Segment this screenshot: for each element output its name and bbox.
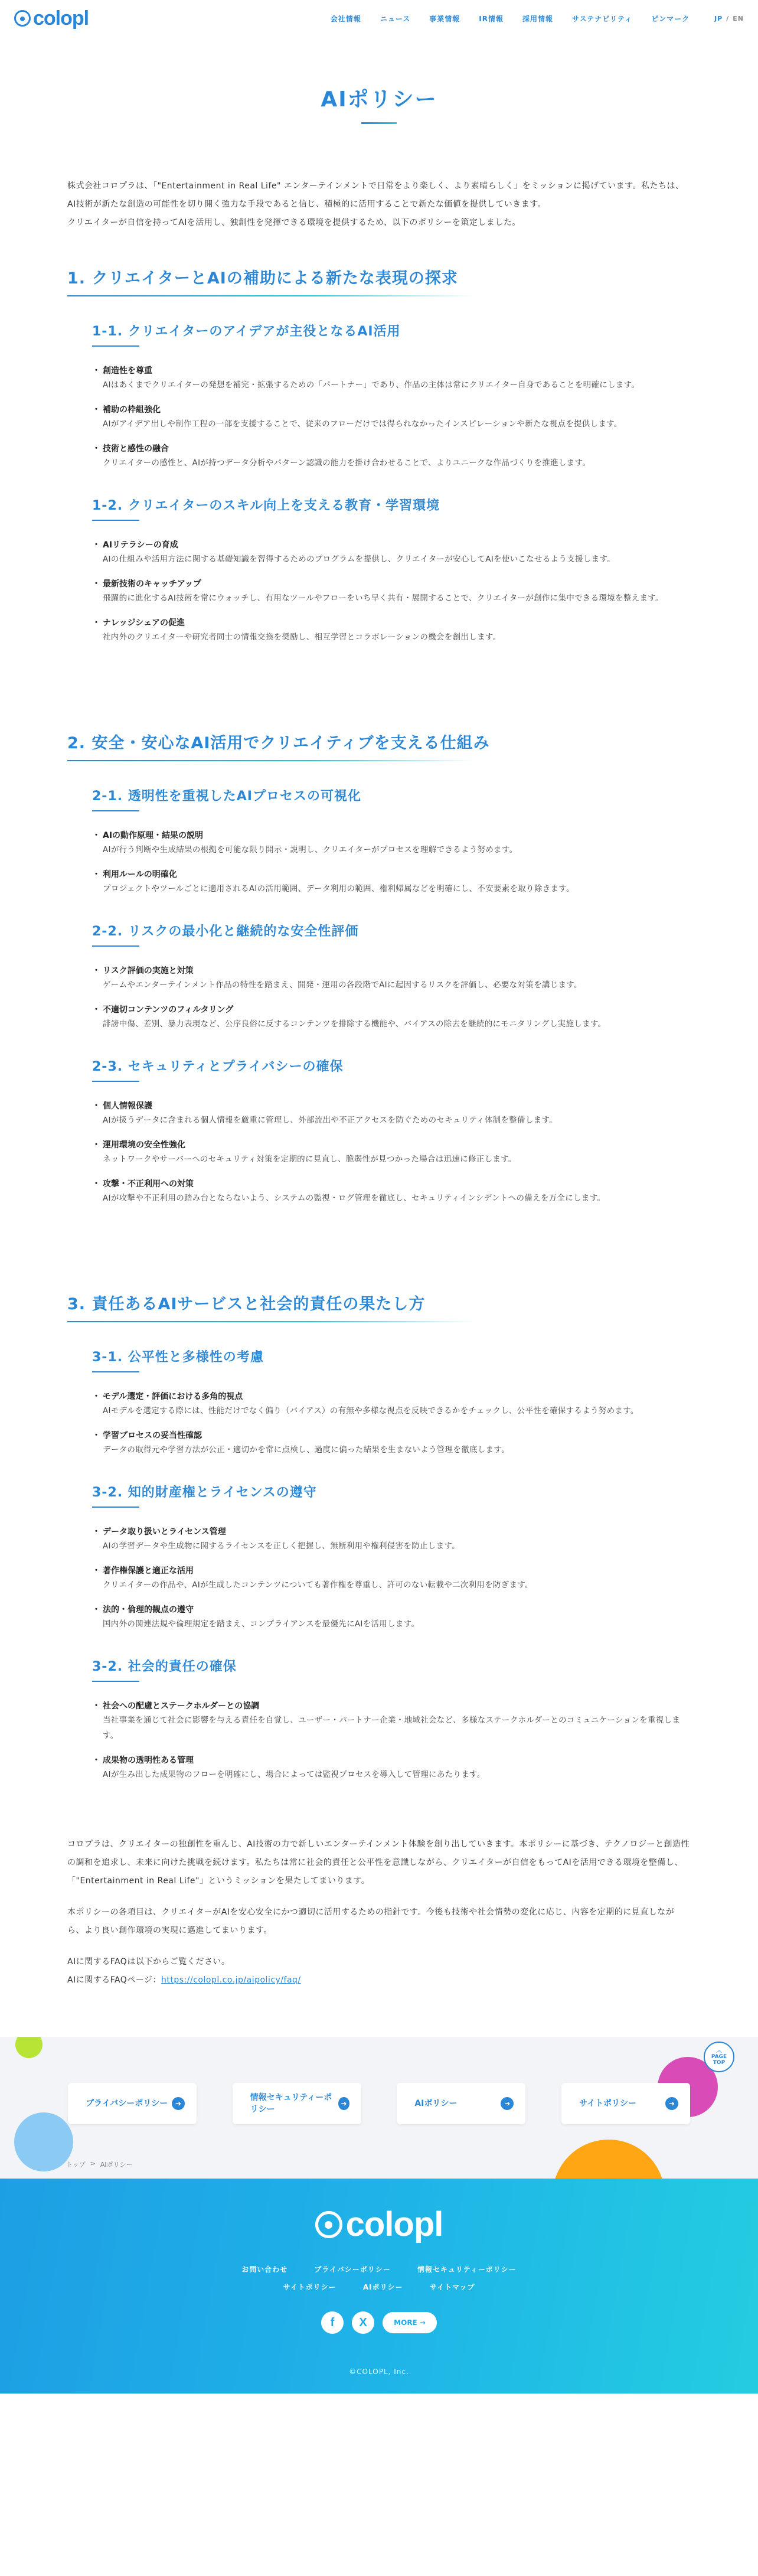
title-underline <box>361 122 397 124</box>
policy-subsection <box>92 1482 691 1632</box>
policy-item-title: ・ 運用環境の安全性強化 <box>96 1139 691 1152</box>
policy-item <box>96 829 691 857</box>
policy-item-title: ・ 不適切コンテンツのフィルタリング <box>96 1003 691 1016</box>
policy-item-body: AIがアイデア出しや制作工程の一部を支援することで、従来のフローだけでは得られなかったインスピレーションや新たな視点を提供します。 <box>103 419 622 429</box>
pagetop-label: TOP <box>713 2060 726 2066</box>
related-card-privacy[interactable] <box>68 2083 197 2124</box>
policy-item-body: プロジェクトやツールごとに適用されるAIの活用範囲、データ利用の範囲、権利帰属などを明確にし、不安要素を取り除きます。 <box>103 884 574 894</box>
policy-item-body: AIモデルを選定する際には、性能だけでなく偏り（バイアス）の有無や多様な視点を反映できるかをチェックし、公平性を確保するよう努めます。 <box>103 1406 639 1416</box>
policy-item-title: ・ リスク評価の実施と対策 <box>96 964 691 977</box>
policy-item <box>96 617 691 645</box>
related-cards <box>68 2037 690 2124</box>
section-heading-underline <box>67 1321 475 1322</box>
subsection-heading-underline <box>92 810 139 811</box>
nav-ir[interactable]: IR情報 <box>479 14 504 23</box>
subsection-heading-underline <box>92 345 139 347</box>
subsection-heading: 2-2. リスクの最小化と継続的な安全性評価 <box>92 924 359 939</box>
subsection-heading-underline <box>92 1371 139 1372</box>
faq-link[interactable]: https://colopl.co.jp/aipolicy/faq/ <box>161 1975 301 1985</box>
arrow-right-icon: ➜ <box>172 2097 185 2110</box>
related-card-label: サイトポリシー <box>579 2099 636 2108</box>
nav-company[interactable]: 会社情報 <box>330 14 361 23</box>
subsection-heading: 3-2. 知的財産権とライセンスの遵守 <box>92 1485 317 1500</box>
site-header <box>0 0 758 37</box>
logo-text: colopl <box>33 6 89 30</box>
section-heading-underline <box>67 760 475 761</box>
policy-item-body: AIの仕組みや活用方法に関する基礎知識を習得するためのプログラムを提供し、クリエイターが安心してAIを使いこなせるよう支援します。 <box>103 555 615 564</box>
policy-item-title: ・ 成果物の透明性ある管理 <box>96 1754 691 1767</box>
policy-item-body: AIが行う判断や生成結果の根拠を可能な限り開示・説明し、クリエイターがプロセスを理解できるよう努めます。 <box>103 845 518 855</box>
policy-item-title: ・ 創造性を尊重 <box>96 364 691 377</box>
footer-logo-text: colopl <box>345 2205 443 2244</box>
policy-item-list <box>96 1390 691 1457</box>
footer-link-aipolicy[interactable]: AIポリシー <box>362 2283 403 2291</box>
policy-item-body: 飛躍的に進化するAI技術を常にウォッチし、有用なツールやフローをいち早く共有・展開することで、クリエイターが創作に集中できる環境を整えます。 <box>103 594 664 603</box>
footer-link-privacy[interactable]: プライバシーポリシー <box>314 2265 391 2274</box>
policy-item <box>96 1390 691 1419</box>
logo-mark-icon <box>14 10 31 27</box>
policy-item <box>96 364 691 393</box>
subsection-heading: 1-2. クリエイターのスキル向上を支える教育・学習環境 <box>92 498 440 513</box>
footer-link-security[interactable]: 情報セキュリティーポリシー <box>417 2265 517 2274</box>
decor-circle-orange <box>553 2140 665 2179</box>
section-heading: 2. 安全・安心なAI活用でクリエイティブを支える仕組み <box>67 734 490 752</box>
policy-item-title: ・ 補助の枠組強化 <box>96 403 691 416</box>
lang-separator: / <box>726 14 730 22</box>
arrow-right-icon: ➜ <box>338 2097 349 2110</box>
policy-item-title: ・ 学習プロセスの妥当性確認 <box>96 1429 691 1442</box>
decor-circle-blue <box>14 2112 73 2171</box>
subsection-heading-underline <box>92 945 139 947</box>
related-card-security[interactable] <box>233 2083 361 2124</box>
nav-pinmark[interactable]: ピンマーク <box>651 14 690 23</box>
nav-sustainability[interactable]: サステナビリティ <box>571 14 633 23</box>
related-card-label: プライバシーポリシー <box>86 2099 168 2108</box>
faq-line <box>67 1971 691 1990</box>
nav-business[interactable]: 事業情報 <box>429 14 460 23</box>
lang-ja[interactable]: JP <box>714 14 723 22</box>
page-top-button[interactable] <box>704 2042 734 2072</box>
policy-item-list <box>96 964 691 1032</box>
policy-item-title: ・ データ取り扱いとライセンス管理 <box>96 1525 691 1538</box>
policy-subsection <box>92 495 691 645</box>
section-heading-underline <box>67 295 475 296</box>
intro-paragraph: 株式会社コロプラは、「"Entertainment in Real Life" エンターテインメントで日常をより楽しく、より素晴らしく」をミッションに掲げています。私たちは、AI技術が新たな創造の可能性を切り開く強力な手段であると信じ、積極的に活用することで新たな価値を提供していきます。 <box>67 181 684 209</box>
more-button[interactable] <box>383 2312 437 2333</box>
footer-link-sitemap[interactable]: サイトマップ <box>429 2283 475 2291</box>
policy-subsection <box>92 786 691 896</box>
related-card-ai[interactable] <box>397 2083 525 2124</box>
related-card-label: 情報セキュリティーポリシー <box>250 2093 332 2114</box>
closing-paragraph: コロプラは、クリエイターの独創性を重んじ、AI技術の力で新しいエンターテインメント体験を創り出していきます。本ポリシーに基づき、テクノロジーと創造性の調和を追求し、未来に向けた挑戦を続けます。私たちは常に社会的責任と公平性を意識しながら、クリエイターが自信をもってAIを活用できる環境を整備し、「"Entertainment in Real Life"」というミッションを果たしてまいります。 <box>67 1840 690 1886</box>
sections <box>67 265 691 1782</box>
page-title: AIポリシー <box>321 87 437 112</box>
policy-item <box>96 1178 691 1206</box>
policy-subsection <box>92 1657 691 1782</box>
policy-item <box>96 1700 691 1743</box>
closing-paragraph: 本ポリシーの各項目は、クリエイターがAIを安心安全にかつ適切に活用するための指針です。今後も技術や社会情勢の変化に応じ、内容を定期的に見直しながら、より良い創作環境の実現に邁進してまいります。 <box>67 1907 675 1935</box>
policy-item-title: ・ 社会への配慮とステークホルダーとの協調 <box>96 1700 691 1713</box>
x-icon[interactable]: X <box>352 2311 374 2334</box>
subsection-heading: 2-3. セキュリティとプライバシーの確保 <box>92 1059 344 1074</box>
subsection-heading: 3-2. 社会的責任の確保 <box>92 1659 237 1674</box>
policy-item-title: ・ 個人情報保護 <box>96 1100 691 1113</box>
policy-item-title: ・ 技術と感性の融合 <box>96 442 691 455</box>
policy-item <box>96 1100 691 1128</box>
policy-item <box>96 1003 691 1032</box>
related-links <box>0 2037 758 2179</box>
arrow-right-icon: ➜ <box>665 2097 678 2110</box>
nav-news[interactable]: ニュース <box>380 14 411 23</box>
subsection-heading-underline <box>92 1507 139 1508</box>
footer-link-sitepolicy[interactable]: サイトポリシー <box>283 2283 336 2291</box>
footer-logo-mark-icon <box>315 2211 342 2238</box>
policy-item <box>96 539 691 567</box>
section-heading: 3. 責任あるAIサービスと社会的責任の果たし方 <box>67 1295 426 1313</box>
policy-item <box>96 578 691 606</box>
policy-item-title: ・ 著作権保護と適正な活用 <box>96 1564 691 1577</box>
language-switcher <box>714 15 744 22</box>
policy-item-body: AIが生み出した成果物のフローを明確にし、場合によっては監視プロセスを導入して管理にあたります。 <box>103 1770 485 1779</box>
policy-section <box>67 1291 691 1782</box>
subsection-heading: 3-1. 公平性と多様性の考慮 <box>92 1350 264 1365</box>
lang-en[interactable]: EN <box>733 14 744 22</box>
intro <box>67 177 691 232</box>
arrow-right-icon: ➜ <box>501 2097 514 2110</box>
policy-item-title: ・ AIの動作原理・結果の説明 <box>96 829 691 842</box>
policy-item-list <box>96 829 691 896</box>
site-footer <box>0 2179 758 2394</box>
policy-item <box>96 442 691 471</box>
policy-item-title: ・ 利用ルールの明確化 <box>96 868 691 881</box>
policy-item <box>96 1429 691 1457</box>
colopl-logo[interactable] <box>14 7 89 30</box>
policy-item-body: 誹謗中傷、差別、暴力表現など、公序良俗に反するコンテンツを排除する機能や、バイアスの除去を継続的にモニタリングし実施します。 <box>103 1019 606 1029</box>
policy-item-body: 国内外の関連法規や倫理規定を踏まえ、コンプライアンスを最優先にAIを活用します。 <box>103 1619 420 1629</box>
policy-item-list <box>96 364 691 471</box>
pagetop-label: PAGE <box>711 2054 727 2060</box>
global-nav <box>331 14 744 24</box>
policy-item <box>96 403 691 432</box>
policy-section <box>67 265 691 645</box>
policy-item-body: 社内外のクリエイターや研究者同士の情報交換を奨励し、相互学習とコラボレーションの機会を創出します。 <box>103 632 501 642</box>
policy-item-title: ・ 法的・倫理的観点の遵守 <box>96 1603 691 1616</box>
arrow-right-icon: → <box>419 2319 426 2327</box>
policy-item-body: AIが攻撃や不正利用の踏み台とならないよう、システムの監視・ログ管理を徹底し、セキュリティインシデントへの備えを万全にします。 <box>103 1194 606 1203</box>
policy-item-title: ・ 攻撃・不正利用への対策 <box>96 1178 691 1191</box>
policy-item-list <box>96 539 691 645</box>
policy-item-list <box>96 1100 691 1206</box>
policy-item-list <box>96 1700 691 1782</box>
policy-item <box>96 1525 691 1554</box>
faq-intro: AIに関するFAQは以下からご覧ください。 <box>67 1957 230 1967</box>
policy-item <box>96 1603 691 1632</box>
policy-content <box>67 177 691 1990</box>
policy-item-body: AIが扱うデータに含まれる個人情報を厳重に管理し、外部流出や不正アクセスを防ぐためのセキュリティ体制を整備します。 <box>103 1116 557 1125</box>
breadcrumb-current: AIポリシー <box>100 2161 133 2169</box>
footer-logo[interactable] <box>0 2179 758 2244</box>
pagetop-arrow-icon: ︿ <box>716 2048 722 2054</box>
policy-item-title: ・ モデル選定・評価における多角的視点 <box>96 1390 691 1403</box>
policy-subsection <box>92 1347 691 1457</box>
closing <box>67 1835 691 1990</box>
policy-item-title: ・ AIリテラシーの育成 <box>96 539 691 552</box>
policy-item-body: データの取得元や学習方法が公正・適切かを常に点検し、過度に偏った結果を生まないよう管理を徹底します。 <box>103 1445 509 1455</box>
subsection-heading: 2-1. 透明性を重視したAIプロセスの可視化 <box>92 789 361 804</box>
faq-prefix: AIに関するFAQページ： <box>67 1975 162 1985</box>
section-heading: 1. クリエイターとAIの補助による新たな表現の探求 <box>67 269 458 288</box>
policy-subsection <box>92 921 691 1032</box>
policy-item-body: AIはあくまでクリエイターの発想を補完・拡張するための「パートナー」であり、作品の主体は常にクリエイター自身であることを明確にします。 <box>103 380 640 390</box>
more-label: MORE <box>394 2319 417 2327</box>
related-card-site[interactable] <box>561 2083 690 2124</box>
decor-circle-green <box>15 2037 43 2058</box>
policy-item-list <box>96 1525 691 1632</box>
footer-links <box>0 2261 758 2296</box>
subsection-heading-underline <box>92 1681 139 1682</box>
breadcrumb-separator: > <box>90 2160 96 2167</box>
policy-item-body: クリエイターの感性と、AIが持つデータ分析やパターン認識の能力を掛け合わせることで、よりユニークな作品づくりを推進します。 <box>103 458 591 468</box>
policy-item-title: ・ 最新技術のキャッチアップ <box>96 578 691 591</box>
policy-item-body: AIの学習データや生成物に関するライセンスを正しく把握し、無断利用や権利侵害を防止します。 <box>103 1541 460 1551</box>
policy-item <box>96 1564 691 1593</box>
policy-subsection <box>92 321 691 471</box>
policy-item-body: 当社事業を通じて社会に影響を与える責任を自覚し、ユーザー・パートナー企業・地域社会など、多様なステークホルダーとのコミュニケーションを重視します。 <box>103 1716 681 1740</box>
subsection-heading-underline <box>92 1081 139 1082</box>
facebook-icon[interactable]: f <box>321 2311 344 2334</box>
nav-recruit[interactable]: 採用情報 <box>522 14 553 23</box>
copyright: ©COLOPL, Inc. <box>349 2368 409 2376</box>
policy-item-title: ・ ナレッジシェアの促進 <box>96 617 691 630</box>
policy-item-body: ネットワークやサーバーへのセキュリティ対策を定期的に見直し、脆弱性が見つかった場合は迅速に修正します。 <box>103 1155 517 1164</box>
policy-item-body: ゲームやエンターテインメント作品の特性を踏まえ、開発・運用の各段階でAIに起因するリスクを評価し、必要な対策を講じます。 <box>103 980 582 990</box>
policy-item <box>96 868 691 896</box>
policy-item <box>96 1754 691 1782</box>
related-card-label: AIポリシー <box>414 2099 458 2108</box>
intro-paragraph: クリエイターが自信を持ってAIを活用し、独創性を発揮できる環境を提供するため、以下のポリシーを策定しました。 <box>67 218 521 227</box>
breadcrumb-home[interactable]: トップ <box>66 2161 86 2169</box>
breadcrumb <box>66 2160 133 2169</box>
policy-item-body: クリエイターの作品や、AIが生成したコンテンツについても著作権を尊重し、許可のない転載や二次利用を防ぎます。 <box>103 1580 533 1590</box>
social-links <box>0 2311 758 2334</box>
policy-item <box>96 964 691 993</box>
policy-section <box>67 730 691 1206</box>
footer-link-contact[interactable]: お問い合わせ <box>241 2265 288 2274</box>
policy-item <box>96 1139 691 1167</box>
policy-subsection <box>92 1057 691 1206</box>
subsection-heading: 1-1. クリエイターのアイデアが主役となるAI活用 <box>92 324 401 339</box>
faq-block <box>67 1953 691 1990</box>
subsection-heading-underline <box>92 520 139 521</box>
